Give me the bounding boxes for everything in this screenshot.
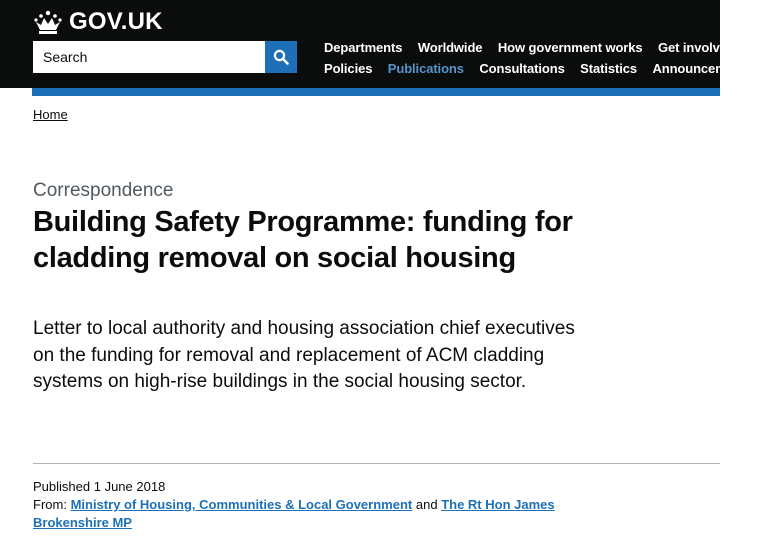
page-title: Building Safety Programme: funding for cladding removal on social housing: [33, 206, 573, 274]
crown-icon: [33, 10, 63, 34]
nav-link-policies[interactable]: Policies: [324, 61, 373, 76]
published-label: Published: [33, 479, 91, 494]
main-navigation: [324, 38, 753, 80]
nav-row-primary: [324, 38, 735, 59]
search-icon: [273, 49, 289, 65]
org-link-james-brokenshire[interactable]: The Rt Hon James Brokenshire MP: [33, 497, 555, 530]
nav-link-departments[interactable]: Departments: [324, 40, 403, 55]
nav-link-statistics[interactable]: Statistics: [580, 61, 637, 76]
document-type: Correspondence: [33, 180, 174, 201]
published-date: 1 June 2018: [93, 479, 166, 494]
and-text: and: [415, 497, 438, 512]
publication-metadata: [33, 478, 633, 532]
org-link-mhclg[interactable]: Ministry of Housing, Communities & Local Government: [70, 497, 413, 512]
breadcrumb-home-link[interactable]: Home: [33, 107, 68, 122]
nav-link-announcements[interactable]: Announcements: [652, 61, 753, 76]
published-line: [33, 478, 633, 496]
nav-link-publications[interactable]: Publications: [387, 61, 464, 76]
search-button[interactable]: [265, 41, 297, 73]
from-line: [33, 496, 633, 532]
logo-text: GOV.UK: [69, 8, 163, 35]
nav-link-consultations[interactable]: Consultations: [479, 61, 565, 76]
page-summary: Letter to local authority and housing association chief executives on the funding for removal and replacement of ACM cladding systems on high-rise buildings in the social housing sector.: [33, 318, 575, 392]
site-header: [0, 0, 753, 88]
nav-link-worldwide[interactable]: Worldwide: [417, 40, 483, 55]
search-input[interactable]: [33, 41, 265, 73]
nav-link-how-government-works[interactable]: How government works: [497, 40, 643, 55]
govuk-logo-link[interactable]: [33, 9, 163, 35]
nav-row-secondary: [324, 59, 753, 80]
search-form: [33, 41, 297, 73]
from-label: From:: [33, 497, 67, 512]
header-accent-bar: [32, 88, 720, 96]
nav-link-get-involved[interactable]: Get involved: [657, 40, 735, 55]
section-divider: [33, 463, 720, 464]
